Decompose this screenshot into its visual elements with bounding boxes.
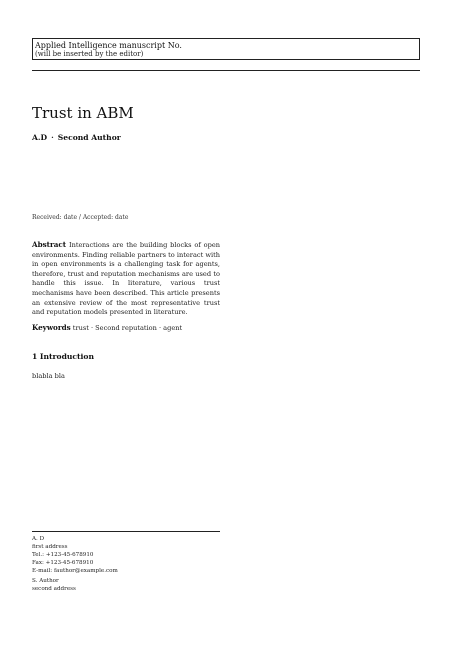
journal-header-box	[32, 38, 420, 60]
keywords-label: Keywords	[32, 323, 71, 332]
received-dates: Received: date / Accepted: date	[32, 214, 129, 221]
editor-note: (will be inserted by the editor)	[35, 50, 144, 58]
author2-name: S. Author	[32, 578, 59, 584]
abstract-text: Interactions are the building blocks of open environments. Finding reliable partners to interact with in open environments is a challenging task for agents, therefore, trust and reputation mechanisms are used to handle this issue. In literature, various trust mechanisms have been described. This article presents an extensive review of the most representative trust and reputation models presented in literature.	[32, 241, 220, 317]
section-heading: 1 Introduction	[32, 352, 95, 361]
section-body: blabla bla	[32, 372, 65, 380]
paper-title: Trust in ABM	[32, 104, 134, 122]
keywords	[32, 323, 232, 333]
second-author: Second Author	[57, 133, 121, 142]
author1-fax: Fax: +123-45-678910	[32, 560, 94, 566]
author1-email: E-mail: fauthor@example.com	[32, 568, 118, 574]
abstract	[32, 240, 220, 318]
journal-name: Applied Intelligence manuscript No.	[35, 41, 182, 50]
author1-address: first address	[32, 544, 68, 550]
author1-tel: Tel.: +123-45-678910	[32, 552, 94, 558]
author2-address: second address	[32, 586, 76, 592]
author1-affiliation	[32, 535, 232, 575]
author2-affiliation	[32, 577, 232, 593]
author-line	[32, 133, 121, 142]
first-author: A.D	[32, 133, 48, 142]
keywords-text: trust · Second reputation · agent	[72, 324, 183, 332]
header-rule	[32, 70, 420, 71]
footnote-rule	[32, 531, 220, 532]
author1-name: A. D	[32, 536, 45, 542]
abstract-label: Abstract	[32, 240, 67, 249]
author-separator: ·	[51, 133, 54, 142]
